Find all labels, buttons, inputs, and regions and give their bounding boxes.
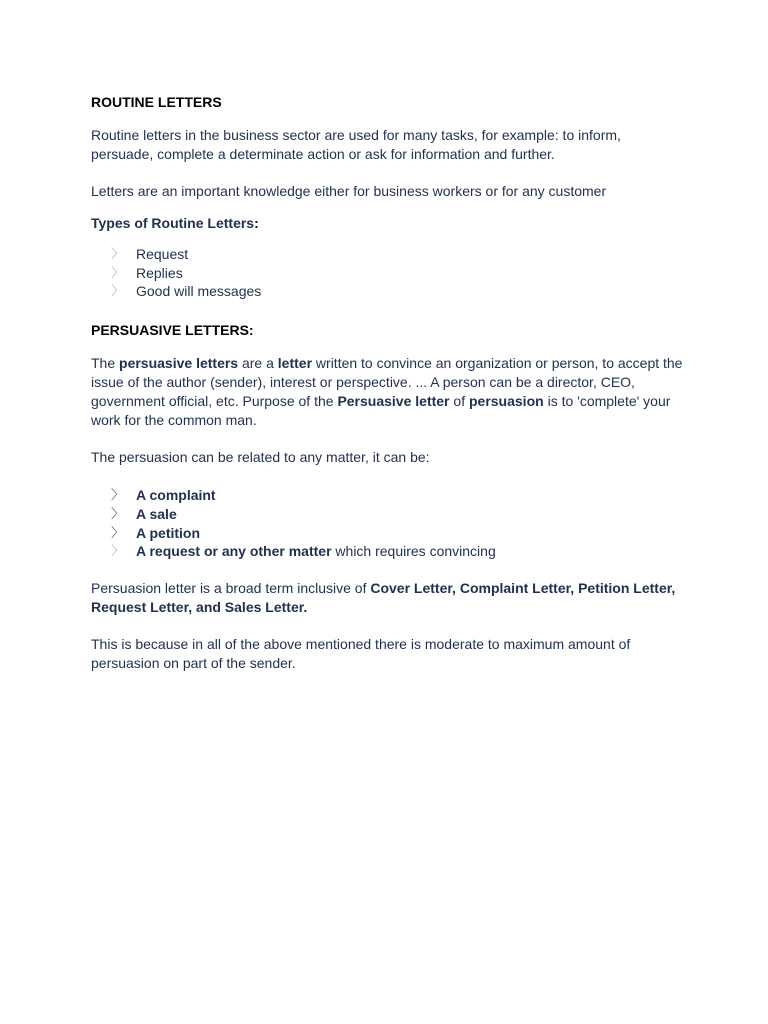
- routine-intro-line-1: Routine letters in the business sector are used for many tasks, for example: to inform,: [91, 127, 621, 143]
- chevron-right-icon: 〉: [111, 524, 125, 540]
- chevron-right-icon: 〉: [111, 283, 125, 299]
- chevron-right-icon: 〉: [111, 264, 125, 280]
- text-run: work for the common man.: [91, 412, 257, 429]
- text-run: of: [449, 393, 469, 410]
- text-run: This is because in all of the above mentioned there is moderate to maximum amount of: [91, 635, 631, 652]
- chevron-right-icon: 〉: [111, 543, 125, 559]
- list-item-rest: which requires convincing: [331, 543, 496, 560]
- persuasion-types-paragraph: [91, 579, 691, 617]
- list-item-bold: A complaint: [136, 487, 216, 504]
- bold-term: Cover Letter, Complaint Letter, Petition Letter,: [370, 579, 676, 596]
- routine-letters-title: ROUTINE LETTERS: [91, 94, 222, 110]
- persuasion-conclusion-paragraph: [91, 635, 691, 673]
- chevron-right-icon: 〉: [111, 487, 125, 503]
- list-item: [91, 282, 691, 301]
- list-item: [91, 524, 691, 543]
- list-item-bold: A sale: [136, 505, 177, 522]
- routine-types-list: [91, 245, 691, 301]
- text-run: Persuasion letter is a broad term inclusive of: [91, 579, 371, 596]
- types-heading: [91, 214, 691, 232]
- bold-term: persuasive letters: [119, 355, 239, 372]
- persuasive-letters-title: PERSUASIVE LETTERS:: [91, 322, 254, 339]
- routine-importance-paragraph: Letters are an important knowledge either for business workers or for any customer: [91, 183, 607, 199]
- chevron-right-icon: 〉: [111, 246, 125, 261]
- list-item: [91, 245, 691, 264]
- text-run: The: [91, 355, 120, 372]
- persuasive-definition-paragraph: [91, 354, 691, 430]
- text-run: are a: [238, 355, 278, 372]
- bold-term: letter: [277, 355, 313, 372]
- bold-term: Persuasive letter: [337, 393, 450, 410]
- routine-intro-paragraph: [91, 126, 691, 164]
- bold-term: Request Letter, and Sales Letter.: [91, 598, 308, 615]
- list-item-bold: A petition: [136, 524, 201, 541]
- list-item-text: Good will messages: [136, 283, 262, 300]
- persuasion-items-list: [91, 486, 691, 561]
- types-heading-colon: :: [254, 215, 259, 231]
- persuasion-matter-paragraph: The persuasion can be related to any matter, it can be:: [91, 449, 430, 466]
- text-run: is to 'complete' your: [543, 393, 671, 410]
- types-heading-text: Types of Routine Letters: [91, 215, 255, 231]
- bold-term: persuasion: [468, 393, 544, 410]
- chevron-right-icon: 〉: [111, 505, 125, 521]
- text-run: written to convince an organization or person, to accept the: [312, 355, 683, 372]
- list-item: [91, 486, 691, 505]
- list-item-bold: A request or any other matter: [136, 543, 332, 560]
- text-run: issue of the author (sender), interest or perspective. ... A person can be a director, CEO,: [91, 374, 635, 391]
- text-run: persuasion on part of the sender.: [91, 654, 296, 671]
- text-run: government official, etc. Purpose of the: [91, 393, 338, 410]
- document-page: [91, 93, 691, 673]
- routine-intro-line-2: persuade, complete a determinate action or ask for information and further.: [91, 146, 555, 162]
- list-item: [91, 505, 691, 524]
- list-item: [91, 264, 691, 283]
- list-item: [91, 542, 691, 561]
- list-item-text: Replies: [136, 264, 183, 281]
- list-item-text: Request: [136, 246, 189, 262]
